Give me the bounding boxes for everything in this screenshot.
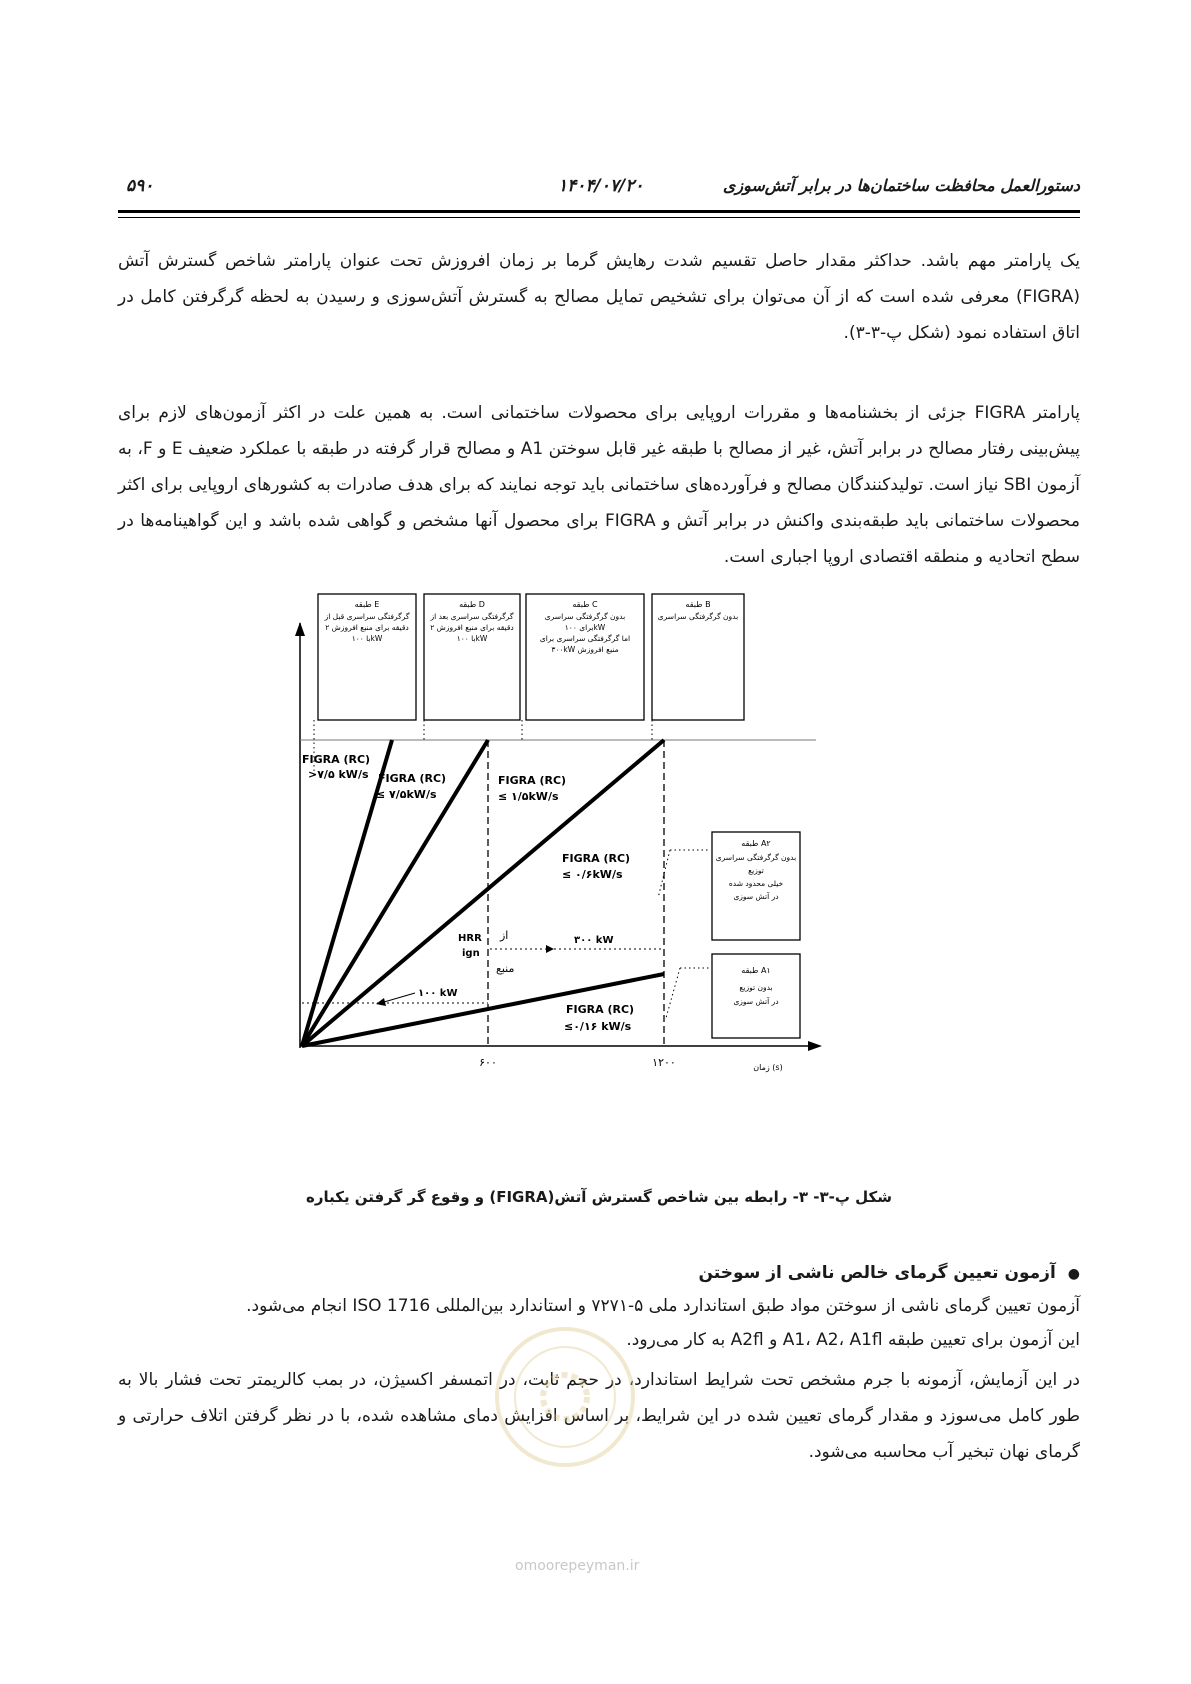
svg-text:اما گرگرفتگی سراسری برای: اما گرگرفتگی سراسری برای bbox=[539, 634, 631, 643]
section-line-2: این آزمون برای تعیین طبقه A1، A2، A1fl و A2fl به کار می‌رود. bbox=[626, 1330, 1080, 1350]
figra-label-3a: FIGRA (RC) bbox=[498, 774, 567, 787]
page-header bbox=[118, 170, 1080, 210]
figra-line-2 bbox=[302, 740, 488, 1046]
svg-text:گرگرفتگی سراسری قبل از: گرگرفتگی سراسری قبل از bbox=[324, 612, 410, 621]
class-b-title: طبقه B bbox=[685, 600, 711, 609]
svg-text:توزیع: توزیع bbox=[748, 866, 764, 875]
section-heading: ●آزمون تعیین گرمای خالص ناشی از سوختن bbox=[118, 1255, 1080, 1292]
figra-line-3 bbox=[302, 740, 664, 1046]
figra-label-4a: FIGRA (RC) bbox=[562, 852, 631, 865]
class-a2-title: طبقه A۲ bbox=[741, 839, 771, 848]
figra-label-3b: ≤ ۱/۵kW/s bbox=[498, 790, 559, 803]
figra-label-5a: FIGRA (RC) bbox=[566, 1003, 635, 1016]
page-number: ۵۹۰ bbox=[126, 176, 154, 196]
class-e-title: طبقه E bbox=[354, 600, 380, 609]
svg-text:بدون گرگرفتگی سراسری: بدون گرگرفتگی سراسری bbox=[544, 612, 626, 621]
x-tick-1200: ۱۲۰۰ bbox=[652, 1056, 676, 1069]
figra-label-5b: ≤۰/۱۶ kW/s bbox=[564, 1020, 632, 1033]
figra-label-1a: FIGRA (RC) bbox=[302, 753, 371, 766]
svg-text:۲ دقیقه برای منبع افروزش: ۲ دقیقه برای منبع افروزش bbox=[430, 623, 514, 632]
paragraph-figra-europe: پارامتر FIGRA جزئی از بخشنامه‌ها و مقررات اروپایی برای محصولات ساختمانی است. به همین علت در اکثر آزمون‌های لازم برای پیش‌بینی رفتار مصالح در برابر آتش، غیر از مصالح با طبقه غیر قابل سوختن A1 و مصالح قرار گرفته در طبقه با عملکرد ضعیف E و F، به آزمون SBI نیاز است. تولیدکنندگان مصالح و فرآورده‌های ساختمانی باید توجه نمایند که برای هدف صادرات به کشورهای اروپایی برای اکثر محصولات ساختمانی باید طبقه‌بندی واکنش در برابر آتش و FIGRA برای محصول آنها مشخص و گواهی شده باشد و این گواهینامه‌ها در سطح اتحادیه و منطقه اقتصادی اروپا اجباری است. bbox=[118, 403, 1080, 567]
x-axis-unit: زمان (s) bbox=[753, 1063, 783, 1072]
az-label: از bbox=[500, 929, 509, 942]
svg-text:گرگرفتگی سراسری بعد از: گرگرفتگی سراسری بعد از bbox=[430, 612, 514, 621]
class-a1-title: طبقه A۱ bbox=[741, 966, 771, 975]
svg-text:۲ دقیقه برای منبع افروزش: ۲ دقیقه برای منبع افروزش bbox=[325, 623, 409, 632]
svg-text:در آتش سوزی: در آتش سوزی bbox=[733, 997, 779, 1006]
figra-label-2a: FIGRA (RC) bbox=[378, 772, 447, 785]
watermark-url: omoorepeyman.ir bbox=[515, 1558, 640, 1574]
header-title: دستورالعمل محافظت ساختمان‌ها در برابر آتش‌سوزی bbox=[722, 176, 1080, 195]
figra-label-4b: ≤ ۰/۶kW/s bbox=[562, 868, 623, 881]
figra-figure bbox=[300, 600, 900, 1166]
ign-label: ign bbox=[462, 948, 480, 959]
source-label: منبع bbox=[496, 962, 515, 975]
svg-text:با ۱۰۰kW: با ۱۰۰kW bbox=[456, 634, 488, 643]
svg-text:برای ۱۰۰kW: برای ۱۰۰kW bbox=[564, 623, 606, 632]
svg-text:با ۱۰۰kW: با ۱۰۰kW bbox=[351, 634, 383, 643]
class-c-title: طبقه C bbox=[572, 600, 598, 609]
paragraph-figra-intro: یک پارامتر مهم باشد. حداکثر مقدار حاصل تقسیم شدت رهایش گرما بر زمان افروزش تحت عنوان پارامتر شاخص گسترش آتش (FIGRA) معرفی شده است که از آن می‌توان برای تشخیص تمایل مصالح به گسترش آتش‌سوزی و رسیدن به لحظه گرگرفتن کامل در اتاق استفاده نمود (شکل پ-۳-۳). bbox=[118, 251, 1080, 343]
header-rule bbox=[118, 210, 1080, 213]
kw300-label: ۳۰۰ kW bbox=[574, 935, 614, 946]
section-line-1: آزمون تعیین گرمای ناشی از سوختن مواد طبق استاندارد ملی ۵-۷۲۷۱ و استاندارد بین‌المللی ISO 1716 انجام می‌شود. bbox=[246, 1296, 1080, 1316]
x-axis-arrow bbox=[808, 1041, 822, 1051]
header-date: ۱۴۰۴/۰۷/۲۰ bbox=[558, 176, 644, 196]
figra-label-1b: >۷/۵ kW/s bbox=[308, 768, 369, 781]
bullet-icon: ● bbox=[1067, 1266, 1080, 1282]
svg-text:خیلی محدود شده: خیلی محدود شده bbox=[728, 879, 784, 888]
y-axis-arrow bbox=[295, 622, 305, 636]
figra-line-1 bbox=[302, 740, 392, 1046]
hrr-label: HRR bbox=[458, 933, 482, 944]
svg-text:در آتش سوزی: در آتش سوزی bbox=[733, 892, 779, 901]
section-paragraph: در این آزمایش، آزمونه با جرم مشخص تحت شرایط استاندارد، در حجم ثابت، در اتمسفر اکسیژن، در بمب کالریمتر تحت فشار بالا به طور کامل می‌سوزد و مقدار گرمای تعیین شده در این شرایط، بر اساس افزایش دمای مشاهده شده، با در نظر گرفتن اتلاف حرارتی و گرمای نهان تبخیر آب محاسبه می‌شود. bbox=[118, 1370, 1080, 1462]
svg-text:بدون گرگرفتگی سراسری: بدون گرگرفتگی سراسری bbox=[657, 612, 739, 621]
figure-caption: شکل پ-۳- ۳- رابطه بین شاخص گسترش آتش(FIGRA) و وقوع گر گرفتن یکباره bbox=[305, 1188, 893, 1206]
kw100-label: ۱۰۰ kW bbox=[418, 988, 458, 999]
header-rule-thin bbox=[118, 217, 1080, 218]
class-d-title: طبقه D bbox=[459, 600, 485, 609]
svg-text:بدون توزیع: بدون توزیع bbox=[739, 983, 773, 992]
svg-text:۳۰۰kW منبع افروزش: ۳۰۰kW منبع افروزش bbox=[551, 645, 619, 654]
figra-label-2b: ≤ ۷/۵kW/s bbox=[376, 788, 437, 801]
svg-text:بدون گرگرفتگی سراسری: بدون گرگرفتگی سراسری bbox=[715, 853, 797, 862]
watermark-seal bbox=[490, 1322, 640, 1472]
x-tick-600: ۶۰۰ bbox=[479, 1056, 497, 1069]
